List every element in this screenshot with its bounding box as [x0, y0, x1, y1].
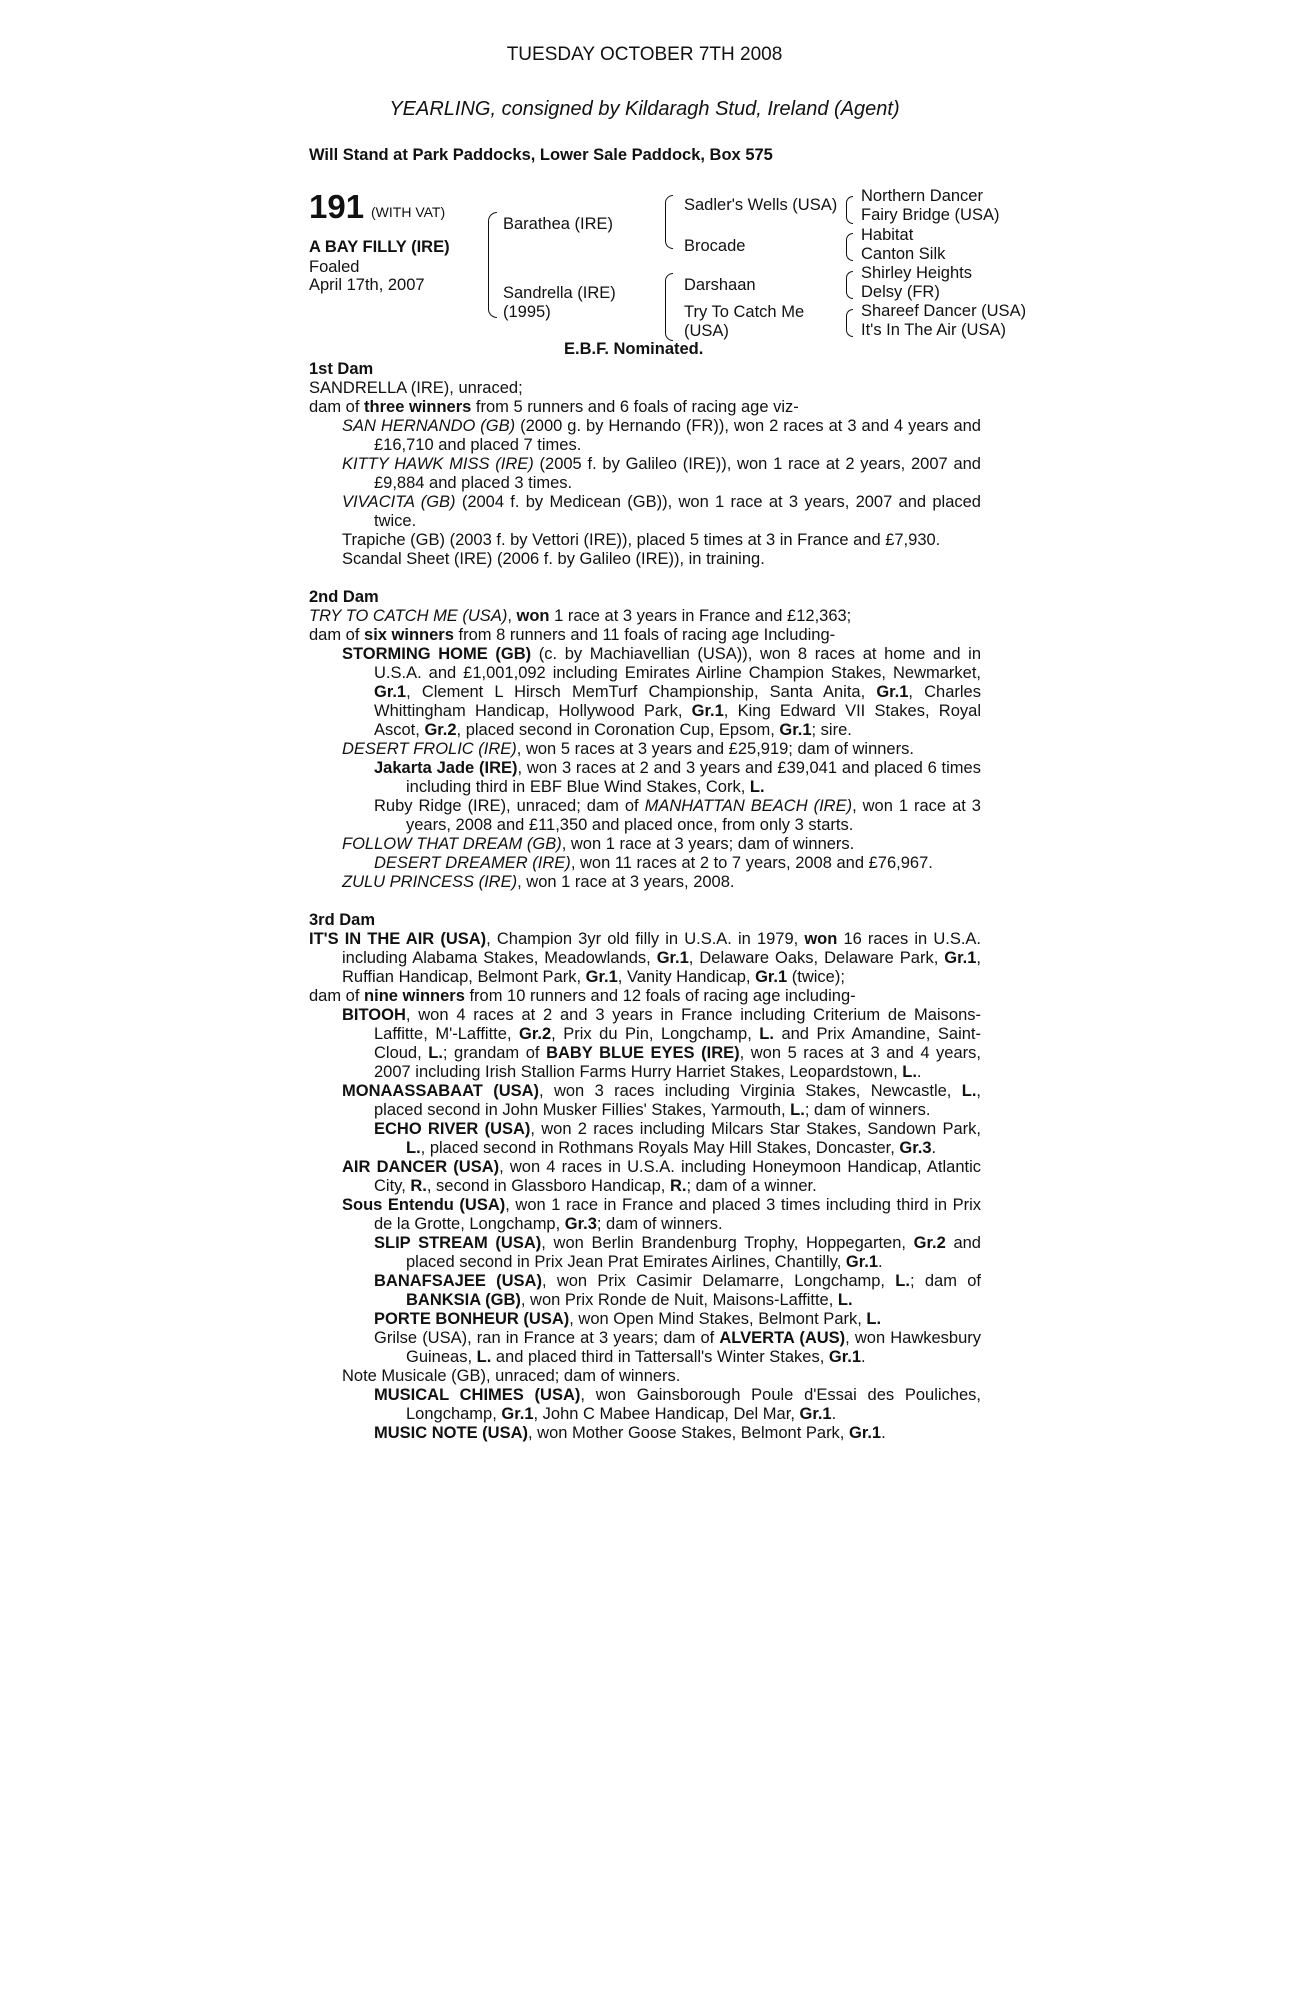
produce-entry: [309, 873, 981, 892]
text-run: , Prix du Pin, Longchamp,: [551, 1025, 760, 1043]
pedigree-sss: Northern Dancer: [861, 187, 983, 205]
produce-entry: [309, 417, 981, 455]
text-run: , won 2 races including Milcars Star Stakes, Sandown Park,: [530, 1120, 981, 1138]
produce-entry: [309, 759, 981, 797]
text-run: , won 1 race at 3 years, 2008 and £11,350 and placed once, from only 3 starts.: [406, 797, 981, 834]
stand-location: Will Stand at Park Paddocks, Lower Sale Paddock, Box 575: [309, 146, 773, 164]
pedigree-sire-sire: Sadler's Wells (USA): [684, 196, 838, 214]
text-run: , Champion 3yr old filly in U.S.A. in 1979,: [486, 930, 805, 948]
text-run: TRY TO CATCH ME (USA): [309, 607, 508, 625]
produce-entry: Trapiche (GB) (2003 f. by Vettori (IRE)), placed 5 times at 3 in France and £7,930.: [342, 531, 941, 549]
text-run: L.: [759, 1025, 774, 1043]
vat-note: (WITH VAT): [371, 204, 446, 220]
text-run: ECHO RIVER (USA): [374, 1120, 531, 1138]
text-run: ; dam of winners.: [804, 1101, 931, 1119]
produce-entry: [309, 1310, 981, 1329]
text-run: , won 11 races at 2 to 7 years, 2008 and £76,967.: [570, 854, 933, 872]
text-run: Gr.1: [585, 968, 618, 986]
text-run: Gr.3: [564, 1215, 597, 1233]
produce-entry: [309, 1006, 981, 1082]
text-run: L.: [961, 1082, 977, 1100]
text-run: Gr.1: [691, 702, 724, 720]
text-run: (2005 f. by Galileo (IRE)), won 1 race at 2 years, 2007 and £9,884 and placed 3 times.: [374, 455, 981, 492]
ebf-note: E.B.F. Nominated.: [564, 340, 704, 358]
text-run: from 10 runners and 12 foals of racing age including-: [464, 987, 856, 1005]
text-run: won: [804, 930, 838, 948]
text-run: L.: [866, 1310, 882, 1328]
pedigree-brace-dd: [846, 309, 853, 337]
text-run: MONAASSABAAT (USA): [342, 1082, 540, 1100]
text-run: dam of: [309, 626, 365, 644]
produce-entry: [309, 835, 981, 854]
pedigree-sire: Barathea (IRE): [503, 215, 614, 233]
text-run: Gr.1: [656, 949, 689, 967]
text-run: , placed second in Rothmans Royals May Hill Stakes, Doncaster,: [420, 1139, 900, 1157]
pedigree-brace-dam: [665, 273, 673, 341]
text-run: 1 race at 3 years in France and £12,363;: [549, 607, 852, 625]
produce-entry: [309, 455, 981, 493]
text-run: Gr.1: [779, 721, 812, 739]
produce-entry: [309, 854, 981, 873]
text-run: KITTY HAWK MISS (IRE): [342, 455, 534, 473]
produce-entry: [309, 1234, 981, 1272]
text-run: L.: [476, 1348, 492, 1366]
text-run: VIVACITA (GB): [342, 493, 456, 511]
text-run: STORMING HOME (GB): [342, 645, 532, 663]
text-run: Gr.2: [913, 1234, 946, 1252]
text-run: ; dam of winners.: [596, 1215, 723, 1233]
text-run: from 8 runners and 11 foals of racing age Including-: [453, 626, 836, 644]
text-run: dam of: [309, 398, 365, 416]
produce-entry: [309, 1329, 981, 1367]
text-run: ALVERTA (AUS): [719, 1329, 846, 1347]
text-run: , Vanity Handicap,: [617, 968, 756, 986]
text-run: , King Edward VII Stakes, Royal Ascot,: [374, 702, 981, 739]
text-run: MUSICAL CHIMES (USA): [374, 1386, 581, 1404]
foaled-date: April 17th, 2007: [309, 276, 425, 294]
text-run: (c. by Machiavellian (USA)), won 8 races at home and in U.S.A. and £1,001,092 including Emirates Airline Champion Stakes, Newmarket,: [374, 645, 981, 682]
third-dam-line: [309, 930, 981, 987]
text-run: and Prix Amandine, Saint-Cloud,: [374, 1025, 981, 1062]
text-run: BANAFSAJEE (USA): [374, 1272, 542, 1290]
pedigree-brace-sire: [665, 195, 673, 249]
text-run: , won Open Mind Stakes, Belmont Park,: [569, 1310, 867, 1328]
text-run: Jakarta Jade (IRE): [374, 759, 518, 777]
text-run: , won Berlin Brandenburg Trophy, Hoppegarten,: [541, 1234, 914, 1252]
text-run: FOLLOW THAT DREAM (GB): [342, 835, 562, 853]
text-run: Gr.1: [876, 683, 909, 701]
text-run: Gr.2: [424, 721, 457, 739]
text-run: .: [831, 1405, 837, 1423]
text-run: , won 4 races at 2 and 3 years in France including Criterium de Maisons-Laffitte, M'-Laffitte,: [374, 1006, 981, 1043]
produce-entry: [309, 493, 981, 531]
first-dam-title: 1st Dam: [309, 360, 374, 378]
text-run: Gr.1: [828, 1348, 861, 1366]
text-run: L.: [790, 1101, 805, 1119]
text-run: R.: [669, 1177, 687, 1195]
text-run: .: [931, 1139, 937, 1157]
text-run: , won 3 races at 2 and 3 years and £39,041 and placed 6 times including third in EBF Blue Wind Stakes, Cork,: [406, 759, 981, 796]
foaled-label: Foaled: [309, 258, 360, 276]
text-run: , won Hawkesbury Guineas,: [406, 1329, 982, 1366]
text-run: Gr.1: [501, 1405, 534, 1423]
text-run: L.: [895, 1272, 910, 1290]
text-run: .: [878, 1253, 883, 1271]
text-run: ; dam of: [909, 1272, 981, 1290]
catalogue-body: [309, 360, 981, 1443]
text-run: (2000 g. by Hernando (FR)), won 2 races at 3 and 4 years and £16,710 and placed 7 times.: [374, 417, 981, 454]
pedigree-dsd: Delsy (FR): [861, 283, 940, 301]
text-run: DESERT FROLIC (IRE): [342, 740, 517, 758]
pedigree-dss: Shirley Heights: [861, 264, 972, 282]
text-run: from 5 runners and 6 foals of racing age viz-: [471, 398, 799, 416]
text-run: , won Prix Ronde de Nuit, Maisons-Laffitte,: [520, 1291, 838, 1309]
text-run: and placed second in Prix Jean Prat Emirates Airlines, Chantilly,: [406, 1234, 981, 1271]
text-run: , John C Mabee Handicap, Del Mar,: [533, 1405, 800, 1423]
pedigree-sds: Habitat: [861, 226, 914, 244]
text-run: , Charles Whittingham Handicap, Hollywood Park,: [374, 683, 981, 720]
pedigree-brace-sd: [846, 233, 853, 261]
produce-entry: [309, 1386, 981, 1424]
text-run: , placed second in Coronation Cup, Epsom,: [456, 721, 780, 739]
text-run: MUSIC NOTE (USA): [374, 1424, 528, 1442]
text-run: , Clement L Hirsch MemTurf Championship, Santa Anita,: [406, 683, 877, 701]
text-run: Gr.1: [755, 968, 788, 986]
text-run: , second in Glassboro Handicap,: [426, 1177, 670, 1195]
pedigree-ssd: Fairy Bridge (USA): [861, 206, 1000, 224]
produce-entry: [309, 1424, 981, 1443]
pedigree-sdd: Canton Silk: [861, 245, 946, 263]
text-run: ; dam of a winner.: [686, 1177, 817, 1195]
text-run: Gr.1: [848, 1424, 882, 1442]
produce-entry: [309, 1120, 981, 1158]
text-run: AIR DANCER (USA): [342, 1158, 500, 1176]
text-run: .: [916, 1063, 922, 1081]
pedigree-dam-sire: Darshaan: [684, 276, 756, 294]
text-run: SAN HERNANDO (GB): [342, 417, 516, 435]
text-run: .: [881, 1424, 886, 1442]
produce-entry: [309, 1082, 981, 1120]
text-run: , won 1 race at 3 years; dam of winners.: [561, 835, 855, 853]
text-run: (2004 f. by Medicean (GB)), won 1 race at 3 years, 2007 and placed twice.: [374, 493, 981, 530]
text-run: Gr.2: [519, 1025, 552, 1043]
text-run: Gr.1: [799, 1405, 832, 1423]
lot-number: 191: [309, 188, 365, 225]
text-run: L.: [837, 1291, 853, 1309]
text-run: , won Mother Goose Stakes, Belmont Park,: [528, 1424, 849, 1442]
text-run: L.: [406, 1139, 421, 1157]
text-run: ZULU PRINCESS (IRE): [342, 873, 518, 891]
text-run: R.: [410, 1177, 427, 1195]
text-run: MANHATTAN BEACH (IRE): [644, 797, 853, 815]
produce-entry: [309, 645, 981, 740]
pedigree-sire-dam: Brocade: [684, 237, 746, 255]
produce-entry: Note Musicale (GB), unraced; dam of winners.: [342, 1367, 681, 1385]
pedigree-dam-dam-2: (USA): [684, 322, 729, 340]
text-run: Gr.3: [899, 1139, 932, 1157]
text-run: , Ruffian Handicap, Belmont Park,: [342, 949, 981, 986]
text-run: , won 5 races at 3 years and £25,919; dam of winners.: [516, 740, 914, 758]
pedigree-dds: Shareef Dancer (USA): [861, 302, 1027, 320]
produce-entry: [309, 1272, 981, 1310]
sale-date: TUESDAY OCTOBER 7TH 2008: [506, 44, 783, 65]
text-run: three winners: [364, 398, 472, 416]
text-run: , won 4 races in U.S.A. including Honeymoon Handicap, Atlantic City,: [374, 1158, 981, 1195]
pedigree-brace-gen1: [488, 212, 497, 318]
produce-entry: [309, 740, 981, 759]
third-dam-title: 3rd Dam: [309, 911, 376, 929]
pedigree-dam-name: Sandrella (IRE): [503, 284, 616, 302]
text-run: dam of: [309, 987, 365, 1005]
produce-entry: [309, 1158, 981, 1196]
text-run: and placed third in Tattersall's Winter Stakes,: [491, 1348, 829, 1366]
text-run: BANKSIA (GB): [406, 1291, 521, 1309]
text-run: DESERT DREAMER (IRE): [374, 854, 571, 872]
text-run: ; sire.: [811, 721, 852, 739]
second-dam-produce-summary: [309, 626, 981, 645]
text-run: Ruby Ridge (IRE), unraced; dam of: [374, 797, 645, 815]
pedigree-ddd: It's In The Air (USA): [861, 321, 1006, 339]
text-run: , Delaware Oaks, Delaware Park,: [688, 949, 945, 967]
text-run: , won Prix Casimir Delamarre, Longchamp,: [541, 1272, 896, 1290]
text-run: ,: [507, 607, 517, 625]
text-run: PORTE BONHEUR (USA): [374, 1310, 570, 1328]
pedigree-brace-ds: [846, 271, 853, 299]
first-dam-produce-summary: [309, 398, 981, 417]
text-run: won: [516, 607, 550, 625]
text-run: SLIP STREAM (USA): [374, 1234, 542, 1252]
text-run: L.: [902, 1063, 917, 1081]
text-run: , won 1 race at 3 years, 2008.: [517, 873, 735, 891]
text-run: (twice);: [787, 968, 845, 986]
text-run: ; grandam of: [442, 1044, 547, 1062]
pedigree-brace-ss: [846, 196, 853, 224]
text-run: nine winners: [364, 987, 465, 1005]
text-run: , won 3 races including Virginia Stakes, Newcastle,: [539, 1082, 962, 1100]
produce-entry: [309, 1196, 981, 1234]
text-run: Gr.1: [845, 1253, 879, 1271]
text-run: L.: [749, 778, 765, 796]
text-run: six winners: [364, 626, 454, 644]
text-run: IT'S IN THE AIR (USA): [309, 930, 487, 948]
produce-entry: Scandal Sheet (IRE) (2006 f. by Galileo (IRE)), in training.: [342, 550, 765, 568]
text-run: Gr.1: [374, 683, 407, 701]
text-run: , won 1 race in France and placed 3 times including third in Prix de la Grotte, Longchamp,: [374, 1196, 981, 1233]
text-run: Grilse (USA), ran in France at 3 years; dam of: [374, 1329, 720, 1347]
first-dam-line: SANDRELLA (IRE), unraced;: [309, 379, 523, 397]
spacer: [309, 569, 981, 588]
consignor-line: YEARLING, consigned by Kildaragh Stud, Ireland (Agent): [389, 98, 900, 120]
text-run: , won 5 races at 3 and 4 years, 2007 including Irish Stallion Farms Hurry Harriet Stakes, Leopardstown,: [374, 1044, 981, 1081]
text-run: L.: [428, 1044, 443, 1062]
second-dam-line: [309, 607, 981, 626]
text-run: Gr.1: [944, 949, 977, 967]
text-run: Sous Entendu (USA): [342, 1196, 506, 1214]
spacer: [309, 892, 981, 911]
text-run: 16 races in U.S.A. including Alabama Stakes, Meadowlands,: [342, 930, 981, 967]
text-run: BABY BLUE EYES (IRE): [546, 1044, 740, 1062]
pedigree-dam-year: (1995): [503, 303, 551, 321]
text-run: , won Gainsborough Poule d'Essai des Pouliches, Longchamp,: [406, 1386, 982, 1423]
text-run: BITOOH: [342, 1006, 406, 1024]
text-run: .: [861, 1348, 866, 1366]
text-run: , placed second in John Musker Fillies' Stakes, Yarmouth,: [374, 1082, 981, 1119]
produce-entry: [309, 797, 981, 835]
pedigree-dam-dam-1: Try To Catch Me: [684, 303, 805, 321]
lot-description: A BAY FILLY (IRE): [309, 238, 450, 256]
second-dam-title: 2nd Dam: [309, 588, 379, 606]
third-dam-produce-summary: [309, 987, 981, 1006]
